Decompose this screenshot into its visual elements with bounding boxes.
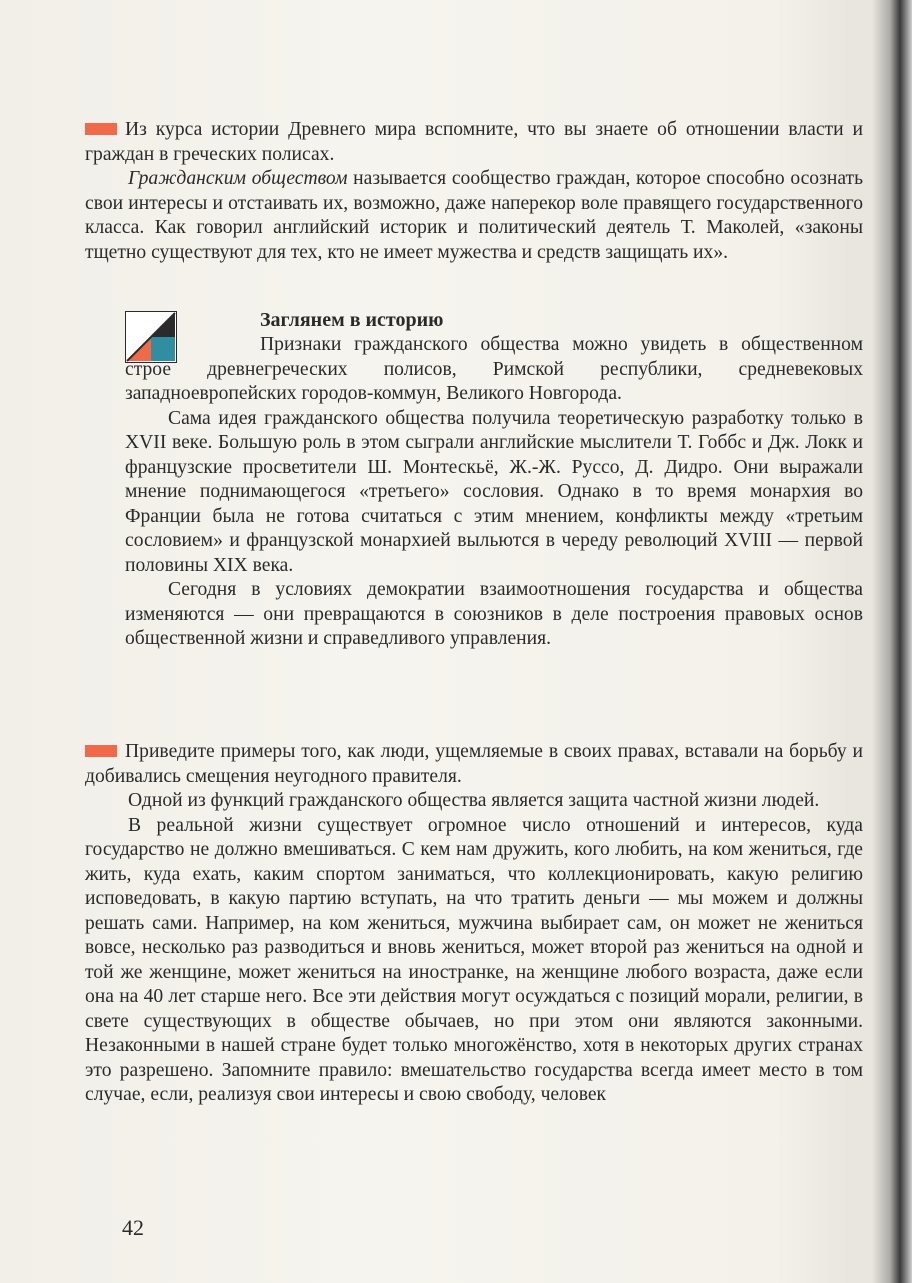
block-2 <box>85 740 863 1108</box>
question-marker-icon <box>85 745 117 757</box>
private-life-paragraph: В реальной жизни существует огромное число отношений и интересов, куда государство не должно вмешиваться. С кем нам дружить, кого любить, на ком жениться, где жить, куда ехать, каким спортом заниматься, что коллекционировать, какую религию исповедовать, в какую партию вступать, на что тратить деньги — мы можем и должны решать сами. Например, на ком жениться, мужчина выбирает сам, он может не жениться вовсе, несколько раз разводиться и вновь жениться, может второй раз жениться на одной и той же женщине, может жениться на иностранке, на женщине любого возраста, даже если она на 40 лет старше него. Все эти действия могут осуждаться с позиций морали, религии, в свете существующих в обществе обычаев, но при этом они являются законными. Незаконными в нашей стране будет только многожёнство, хотя в некоторых других странах это разрешено. Запомните правило: вмешательство государства всегда имеет место в том случае, если, реализуя свои интересы и свою свободу, человек <box>85 814 863 1105</box>
question-1-text: Из курса истории Древнего мира вспомните, что вы знаете об отношении власти и граждан в греческих полисах. <box>85 119 863 165</box>
block-1 <box>85 118 863 265</box>
question-2 <box>85 740 863 789</box>
protection-paragraph: Одной из функций гражданского общества является защита частной жизни людей. <box>128 790 820 811</box>
question-1 <box>85 118 863 167</box>
definition-paragraph <box>85 167 863 265</box>
history-title: Заглянем в историю <box>260 309 444 331</box>
history-paragraph-2: Сама идея гражданского общества получила теоретическую разработку только в XVII веке. Большую роль в этом сыграли английские мыслители Т. Гоббс и Дж. Локк и французские просветители Ш. Монтескьё, Ж.-Ж. Руссо, Д. Дидро. Они выражали мнение поднимающегося «третьего» сословия. Однако в то время монархия во Франции была не готова считаться с этим мнением, конфликты между «третьим сословием» и французской монархией выльются в череду революций XVIII — первой половины XIX века. <box>125 407 863 576</box>
history-text <box>125 333 863 652</box>
history-paragraph-1: Признаки гражданского общества можно увидеть в общественном строе древнегреческих полисов, Римской республики, средневековых западноевропейских городов-коммун, Великого Новгорода. <box>125 334 863 404</box>
term-italic: Гражданским обществом <box>128 168 348 189</box>
page-number: 42 <box>122 1215 144 1240</box>
book-binding-shadow <box>872 0 912 1283</box>
definition-text: называется сообщество граждан, которое способно осознать свои интересы и отстаивать их, возможно, даже наперекор воле правящего государственного класса. Как говорил английский историк и политический деятель Т. Маколей, «законы тщетно существуют для тех, кто не имеет мужества и средств защищать их». <box>85 168 864 263</box>
question-2-text: Приведите примеры того, как люди, ущемляемые в своих правах, вставали на борьбу и добивались смещения неугодного правителя. <box>85 741 863 787</box>
history-paragraph-3: Сегодня в условиях демократии взаимоотношения государства и общества изменяются — они превращаются в союзников в деле построения правовых основ общественной жизни и справедливого управления. <box>125 579 863 649</box>
question-marker-icon <box>85 123 117 135</box>
